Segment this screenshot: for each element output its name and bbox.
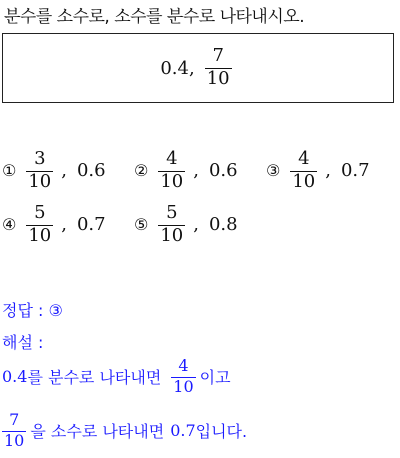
given-fraction [205,47,232,89]
explanation-text: 를 분수로 나타내면 [27,368,162,388]
fraction-denominator: 10 [292,170,316,192]
fraction-denominator: 10 [28,224,52,246]
explanation-fraction [171,358,195,396]
given-decimal: 0.4, [160,57,195,79]
answer-label: 정답 : ③ [2,301,63,320]
option-comma: , [61,214,67,236]
explanation-text: 입니다. [195,422,248,442]
explanation-line-1 [2,358,231,396]
option-marker: ① [2,161,17,181]
option-decimal: 0.6 [208,160,238,182]
fraction-denominator: 10 [4,430,25,450]
given-values-box [2,33,394,103]
option-comma: , [61,160,67,182]
option-3[interactable] [266,150,370,192]
option-comma: , [193,160,199,182]
fraction-denominator: 10 [160,224,184,246]
explanation-text: 이고 [199,368,231,388]
option-comma: , [325,160,331,182]
option-fraction [26,204,53,246]
fraction-numerator: 4 [178,356,189,375]
option-fraction [158,150,185,192]
fraction-numerator: 7 [212,45,224,67]
option-decimal: 0.6 [76,160,106,182]
option-decimal: 0.8 [208,214,238,236]
option-marker: ⑤ [134,215,149,235]
options-row-2 [2,204,398,258]
fraction-numerator: 3 [34,148,46,169]
option-2[interactable] [134,150,238,192]
fraction-denominator: 10 [28,170,52,192]
fraction-numerator: 7 [9,410,20,429]
explanation-label: 해설 : [2,333,44,352]
fraction-denominator: 10 [173,376,194,396]
options-row-1 [2,150,398,204]
option-4[interactable] [2,204,106,246]
option-decimal: 0.7 [340,160,370,182]
explanation-decimal: 0.4 [2,367,28,387]
option-1[interactable] [2,150,106,192]
fraction-denominator: 10 [206,68,230,89]
explanation-text: 을 소수로 나타내면 [30,422,165,442]
fraction-denominator: 10 [160,170,184,192]
option-comma: , [193,214,199,236]
fraction-numerator: 4 [166,148,178,169]
option-marker: ③ [266,161,281,181]
explanation-fraction [2,412,26,450]
option-5[interactable] [134,204,238,246]
fraction-numerator: 4 [298,148,310,169]
fraction-numerator: 5 [166,202,178,223]
explanation-line-2 [2,412,247,450]
question-text: 분수를 소수로, 소수를 분수로 나타내시오. [4,7,305,27]
option-marker: ② [134,161,149,181]
fraction-numerator: 5 [34,202,46,223]
option-decimal: 0.7 [76,214,106,236]
option-marker: ④ [2,215,17,235]
explanation-decimal: 0.7 [170,421,196,441]
answer-options [2,150,398,258]
option-fraction [158,204,185,246]
option-fraction [290,150,317,192]
option-fraction [26,150,53,192]
